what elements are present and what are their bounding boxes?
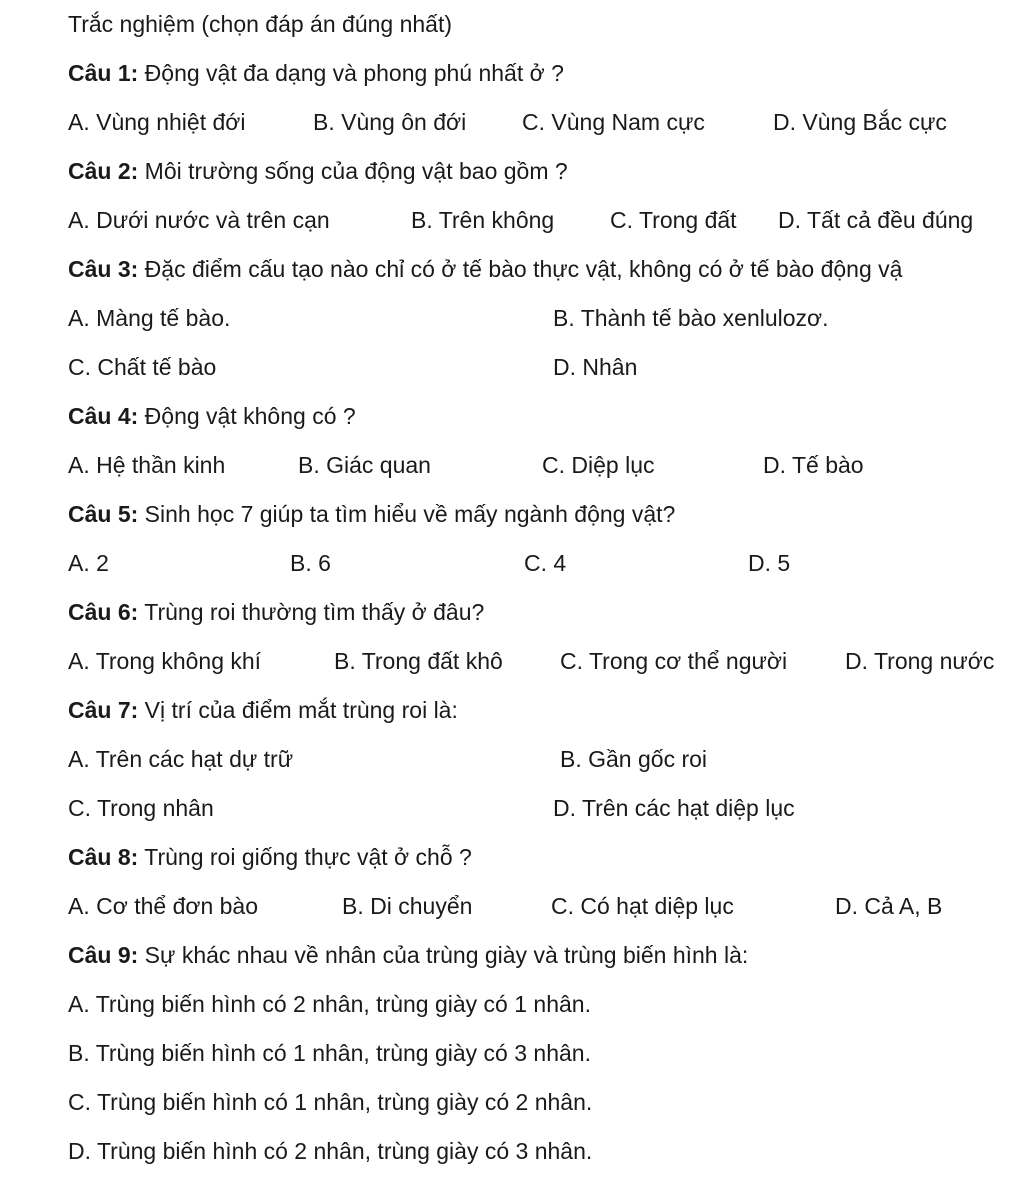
option-d: D. Vùng Bắc cực — [773, 109, 947, 135]
question-label: Câu 8: — [68, 844, 139, 870]
option-d: D. Trên các hạt diệp lục — [553, 795, 795, 821]
question-8 — [68, 842, 1024, 872]
option-c: C. Có hạt diệp lục — [551, 893, 734, 919]
question-9-option-d: D. Trùng biến hình có 2 nhân, trùng giày có 3 nhân. — [68, 1138, 593, 1164]
option-c: C. Diệp lục — [542, 452, 655, 478]
question-6-options — [68, 646, 1024, 676]
option-d: D. Trong nước — [845, 648, 995, 674]
option-c: C. Chất tế bào — [68, 354, 217, 380]
question-label: Câu 7: — [68, 697, 139, 723]
question-5-options — [68, 548, 1024, 578]
question-9-option-c: C. Trùng biến hình có 1 nhân, trùng giày có 2 nhân. — [68, 1089, 593, 1115]
option-d: D. Cả A, B — [835, 893, 943, 919]
question-text: Vị trí của điểm mắt trùng roi là: — [138, 697, 458, 723]
option-c: C. Trong nhân — [68, 795, 214, 821]
question-text: Đặc điểm cấu tạo nào chỉ có ở tế bào thực vật, không có ở tế bào động vậ — [138, 256, 903, 282]
option-a: A. Dưới nước và trên cạn — [68, 207, 330, 233]
question-6 — [68, 597, 1024, 627]
question-3 — [68, 254, 1024, 284]
question-text: Sinh học 7 giúp ta tìm hiểu về mấy ngành động vật? — [138, 501, 676, 527]
option-b: B. Giác quan — [298, 452, 431, 478]
option-d: D. 5 — [748, 550, 791, 576]
question-2 — [68, 156, 1024, 186]
option-d: D. Tế bào — [763, 452, 864, 478]
question-label: Câu 3: — [68, 256, 139, 282]
option-b: B. 6 — [290, 550, 331, 576]
question-9 — [68, 940, 1024, 970]
question-7 — [68, 695, 1024, 725]
question-text: Trùng roi giống thực vật ở chỗ ? — [138, 844, 472, 870]
question-text: Động vật đa dạng và phong phú nhất ở ? — [138, 60, 564, 86]
option-c: C. Trong cơ thể người — [560, 648, 788, 674]
option-a: A. Trên các hạt dự trữ — [68, 746, 294, 772]
question-4-options — [68, 450, 1024, 480]
question-8-options — [68, 891, 1024, 921]
option-b: B. Vùng ôn đới — [313, 109, 467, 135]
question-label: Câu 1: — [68, 60, 139, 86]
question-1-options — [68, 107, 1024, 137]
question-3-options-row-1 — [68, 303, 1024, 333]
question-7-options-row-2 — [68, 793, 1024, 823]
question-label: Câu 2: — [68, 158, 139, 184]
question-7-options-row-1 — [68, 744, 1024, 774]
question-text: Trùng roi thường tìm thấy ở đâu? — [138, 599, 485, 625]
option-b: B. Trên không — [411, 207, 555, 233]
option-a: A. Màng tế bào. — [68, 305, 231, 331]
question-9-option-b: B. Trùng biến hình có 1 nhân, trùng giày có 3 nhân. — [68, 1040, 591, 1066]
option-a: A. 2 — [68, 550, 109, 576]
option-d: D. Tất cả đều đúng — [778, 207, 974, 233]
question-2-options — [68, 205, 1024, 235]
option-b: B. Di chuyển — [342, 893, 473, 919]
question-4 — [68, 401, 1024, 431]
question-1 — [68, 58, 1024, 88]
question-label: Câu 9: — [68, 942, 139, 968]
question-text: Động vật không có ? — [138, 403, 356, 429]
question-label: Câu 5: — [68, 501, 139, 527]
question-text: Sự khác nhau về nhân của trùng giày và trùng biến hình là: — [138, 942, 749, 968]
question-3-options-row-2 — [68, 352, 1024, 382]
option-c: C. 4 — [524, 550, 567, 576]
question-label: Câu 4: — [68, 403, 139, 429]
option-b: B. Trong đất khô — [334, 648, 503, 674]
question-label: Câu 6: — [68, 599, 139, 625]
option-a: A. Cơ thể đơn bào — [68, 893, 258, 919]
option-a: A. Trong không khí — [68, 648, 262, 674]
quiz-title: Trắc nghiệm (chọn đáp án đúng nhất) — [68, 11, 453, 37]
option-b: B. Gần gốc roi — [560, 746, 708, 772]
question-5 — [68, 499, 1024, 529]
option-b: B. Thành tế bào xenlulozơ. — [553, 305, 829, 331]
option-a: A. Hệ thần kinh — [68, 452, 226, 478]
option-c: C. Vùng Nam cực — [522, 109, 705, 135]
option-a: A. Vùng nhiệt đới — [68, 109, 246, 135]
option-d: D. Nhân — [553, 354, 638, 380]
option-c: C. Trong đất — [610, 207, 737, 233]
question-text: Môi trường sống của động vật bao gồm ? — [138, 158, 568, 184]
question-9-option-a: A. Trùng biến hình có 2 nhân, trùng giày có 1 nhân. — [68, 991, 591, 1017]
